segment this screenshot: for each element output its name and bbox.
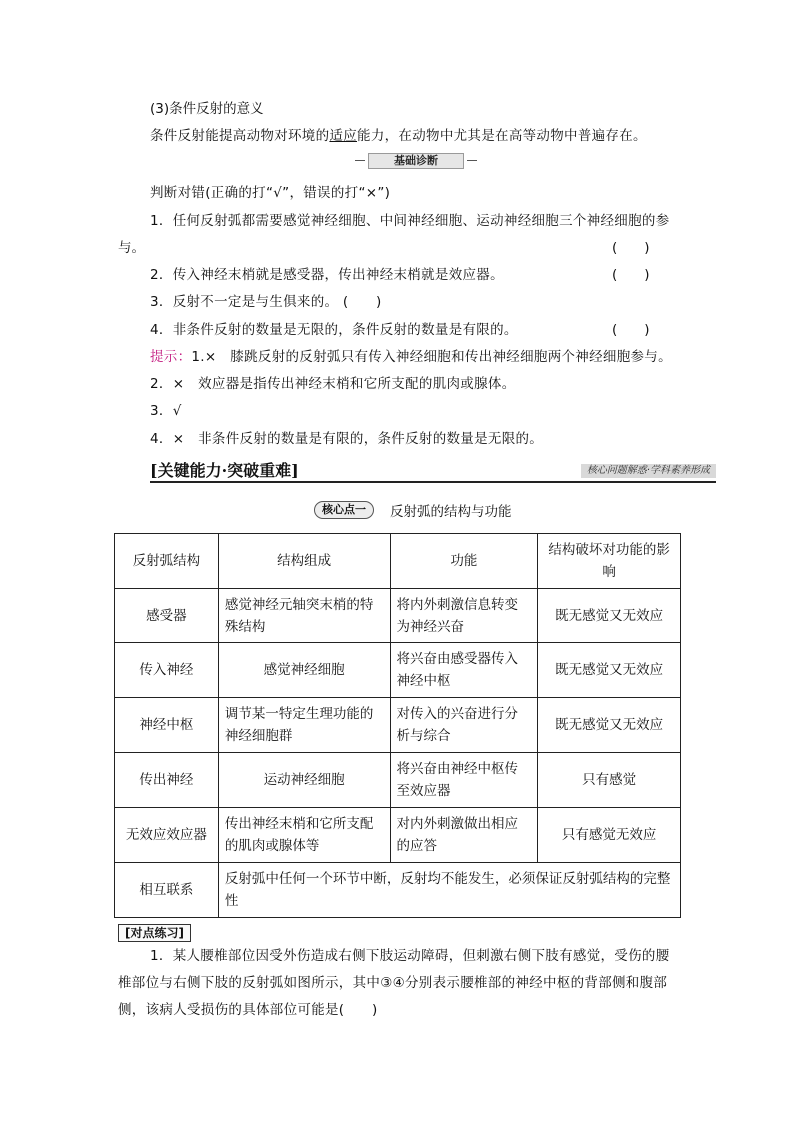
hint-answer-4: 4．× 非条件反射的数量是有限的，条件反射的数量是无限的。 — [150, 431, 544, 447]
body-text-pre: 条件反射能提高动物对环境的 — [150, 128, 330, 144]
table-cell: 传出神经 — [115, 753, 219, 808]
table-cell: 将兴奋由感受器传入神经中枢 — [390, 643, 538, 698]
table-cell: 运动神经细胞 — [218, 753, 390, 808]
hint-answer-1-text: 1.× 膝跳反射的反射弧只有传入神经细胞和传出神经细胞两个神经细胞参与。 — [191, 349, 672, 365]
section-body — [150, 124, 647, 144]
table-row — [115, 589, 681, 643]
table-cell: 感觉神经细胞 — [218, 643, 390, 698]
hint-answer-3: 3．√ — [150, 403, 182, 419]
key-point-heading — [314, 500, 512, 520]
table-cell: 将兴奋由神经中枢传至效应器 — [390, 753, 538, 808]
table-cell: 调节某一特定生理功能的神经细胞群 — [218, 698, 390, 753]
table-header-cell: 功能 — [390, 534, 538, 589]
table-cell: 只有感觉 — [538, 753, 681, 808]
banner-rule — [150, 481, 716, 483]
exercise-label: [对点练习] — [118, 924, 191, 942]
banner-tag: 核心问题解惑·学科素养形成 — [581, 464, 716, 478]
reflex-arc-table — [114, 533, 681, 918]
table-header-cell: 结构破坏对功能的影响 — [538, 534, 681, 589]
question-3: 3．反射不一定是与生俱来的。 ( ) — [150, 294, 382, 310]
hint-answer-1 — [150, 345, 672, 365]
basic-diagnosis-badge: 基础诊断 — [368, 153, 464, 169]
table-cell: 感觉神经元轴突末梢的特殊结构 — [218, 589, 390, 643]
key-point-label: 核心点一 — [314, 501, 374, 519]
instruction-text: 判断对错(正确的打“√”，错误的打“×”) — [150, 185, 391, 201]
table-cell: 无效应效应器 — [115, 808, 219, 863]
answer-blank-4[interactable]: ( ) — [612, 322, 650, 338]
table-cell: 只有感觉无效应 — [538, 808, 681, 863]
table-row — [115, 643, 681, 698]
table-cell: 相互联系 — [115, 863, 219, 918]
table-cell: 将内外刺激信息转变为神经兴奋 — [390, 589, 538, 643]
section-banner — [150, 458, 716, 482]
question-2: 2．传入神经末梢就是感受器，传出神经末梢就是效应器。 — [150, 267, 504, 283]
table-cell: 既无感觉又无效应 — [538, 698, 681, 753]
body-underlined-word: 适应 — [329, 128, 358, 144]
body-text-post: 能力，在动物中尤其是在高等动物中普遍存在。 — [357, 128, 647, 144]
table-row — [115, 753, 681, 808]
question-4: 4．非条件反射的数量是无限的，条件反射的数量是有限的。 — [150, 322, 518, 338]
table-cell-merged: 反射弧中任何一个环节中断，反射均不能发生，必须保证反射弧结构的完整性 — [218, 863, 680, 918]
table-cell: 神经中枢 — [115, 698, 219, 753]
table-row — [115, 863, 681, 918]
exercise-question-1: 1．某人腰椎部位因受外伤造成右侧下肢运动障碍，但刺激右侧下肢有感觉，受伤的腰椎部位与右侧下肢的反射弧如图所示，其中③④分别表示腰椎部的神经中枢的背部侧和腹部侧，该病人受损伤的具体部位可能是( ) — [118, 948, 670, 1018]
table-cell: 感受器 — [115, 589, 219, 643]
table-row — [115, 698, 681, 753]
key-point-title: 反射弧的结构与功能 — [390, 504, 512, 520]
table-cell: 对传入的兴奋进行分析与综合 — [390, 698, 538, 753]
table-cell: 传出神经末梢和它所支配的肌肉或腺体等 — [218, 808, 390, 863]
question-1-line-2: 与。 — [118, 240, 145, 256]
hint-label: 提示： — [150, 349, 192, 365]
banner-title: [关键能力·突破重难] — [150, 461, 299, 480]
answer-blank-2[interactable]: ( ) — [612, 267, 650, 283]
table-header-cell: 结构组成 — [218, 534, 390, 589]
hint-answer-2: 2．× 效应器是指传出神经末梢和它所支配的肌肉或腺体。 — [150, 376, 516, 392]
table-cell: 既无感觉又无效应 — [538, 589, 681, 643]
question-1-line-1: 1．任何反射弧都需要感觉神经细胞、中间神经细胞、运动神经细胞三个神经细胞的参 — [150, 213, 670, 229]
table-row — [115, 808, 681, 863]
table-cell: 传入神经 — [115, 643, 219, 698]
table-header-row — [115, 534, 681, 589]
answer-blank-1[interactable]: ( ) — [612, 240, 650, 256]
table-cell: 对内外刺激做出相应的应答 — [390, 808, 538, 863]
table-cell: 既无感觉又无效应 — [538, 643, 681, 698]
section-heading: (3)条件反射的意义 — [150, 101, 264, 117]
table-header-cell: 反射弧结构 — [115, 534, 219, 589]
